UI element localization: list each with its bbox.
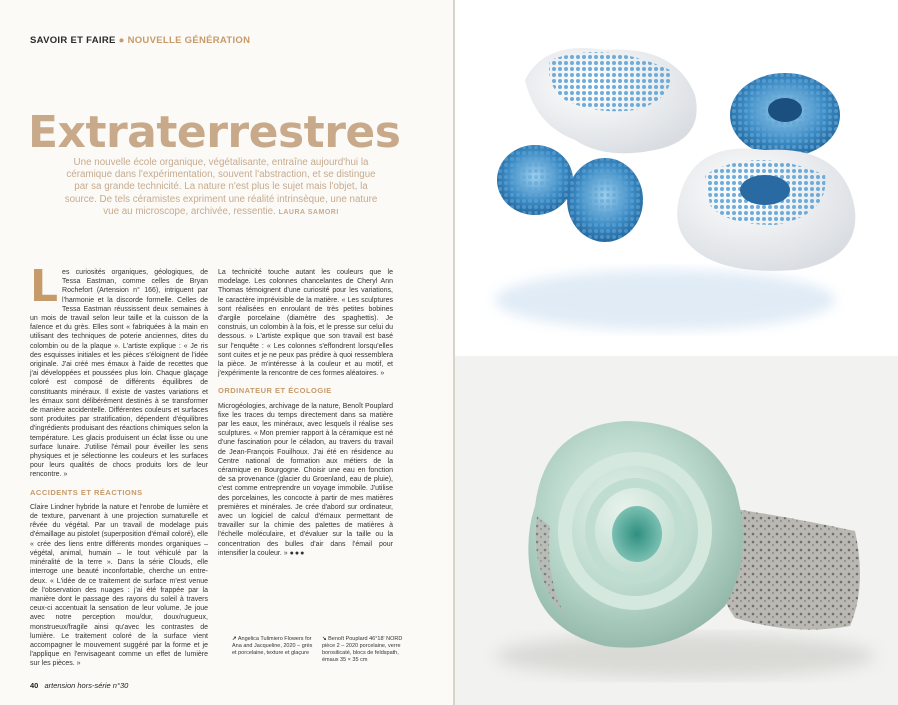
right-page [455, 0, 898, 705]
geode-sculpture-illustration [455, 356, 898, 705]
text-column-left [30, 261, 208, 673]
reflection-shadow [495, 270, 835, 330]
paragraph: Claire Lindner hybride la nature et l'enrobe de lumière et de texture, parvenant à une projection surnaturelle et rêvée du végétal. Par un travail de modelage puis d'émaillage au pistolet (superposition d'émail coloré), elle « crée des liens entre différents mondes organiques – végétal, animal, humain – le tout véhiculé par la minéralité de la terre ». Dans la série Clouds, elle interroge une beauté inconfortable, cherche un entre-deux. « L'idée de ce traitement de surface m'est venue de l'observation des nuages : j'ai été frappée par la manière dont le passage des rayons du soleil à travers ceux-ci accentuait la sensation de leur volume. Je joue avec notre perception mou/dur, doux/rugueux, monstrueux/fragile ainsi qu'avec les contrastes de lumière. Le traitement coloré de la surface vient accompagner le mouvement suggéré par la forme et je l'applique en l'envisageant comme un effet de lumière sur les pièces. » [30, 503, 208, 668]
blue-coral-ceramics-photo [455, 0, 898, 348]
sculpture-blue-small-center [567, 158, 643, 242]
rubric-label: SAVOIR ET FAIRE [30, 35, 116, 46]
arrow-up-right-icon: ↗ [232, 636, 237, 642]
paragraph [30, 261, 208, 480]
rubric-section: NOUVELLE GÉNÉRATION [127, 35, 251, 46]
text-column-right [218, 268, 393, 562]
page-number: 40 [30, 681, 39, 690]
section-rubric [30, 35, 250, 46]
page-folio [30, 681, 128, 690]
sculpture-white-blue-large [677, 148, 855, 270]
caption-text: Benoît Pouplard 46°18' NORD pièce 2 – 2020 porcelaine, verre borosilicaté, blocs de feldspath, émaux 35 × 35 cm [322, 636, 403, 663]
sculpture-shadow [495, 634, 875, 678]
article-title: Extraterrestres [28, 107, 401, 158]
photo-divider [455, 348, 898, 356]
subheading-ordinateur: ORDINATEUR ET ÉCOLOGIE [218, 386, 332, 396]
drop-cap: L [30, 261, 59, 312]
paragraph-text: Microgéologies, archivage de la nature, Benoît Pouplard fixe les traces du temps directement dans sa matière par les eaux, les minéraux, avec lesquels il réalise ses sculptures. « Mon premier rapport à la céramique est né d'une fascination pour le céladon, au travers du travail de Jean-François Fouilhoux. J'ai été en résidence au Centre national de formation aux métiers de la céramique en Bourgogne. Choisir une eau en fonction de sa provenance (glacier du Groenland, eau de pluie), c'est comme entreprendre un voyage immobile. J'utilise des porcelaines, les concocte à partir de mes matières premières et minérales. Je crée d'abord sur ordinateur, avec un logiciel de calcul d'émaux permettant de travailler sur la chimie des palettes de matières à l'échelle moléculaire, et d'évaluer sur la taille ou la concentration des bulles d'air dans l'émail pour intensifier la couleur. » [218, 402, 393, 557]
rubric-bullet: ● [118, 35, 125, 46]
author-name: LAURA SAMORI [278, 208, 339, 216]
coral-sculptures-illustration [455, 0, 898, 348]
caption-text: Angelica Tulimiero Flowers for Ana and Jacqueline, 2020 – grès et porcelaine, texture et glaçure [232, 636, 313, 656]
sculpture-blue-small-left [497, 145, 573, 215]
arrow-down-right-icon: ↘ [322, 636, 327, 642]
paragraph: La technicité touche autant les couleurs que le modelage. Les colonnes chancelantes de Cheryl Ann Thomas témoignent d'une curiosité pour les variations, le caractère imprévisible de la matière. « Les sculptures sont réalisées en enroulant de très petites bobines d'argile porcelaine (diamètre des spaghettis). Je construis, un colombin à la fois, et le presse sur celui du dessous. » L'artiste explique que son travail est basé sur l'enquête : « Les colonnes s'effondrent lorsqu'elles sont cuites et je ne peux pas prédire à quoi ressemblera la pièce. Je m'intéresse à la couleur et au motif, et j'expérimente la rencontre de ces formes aléatoires. » [218, 269, 393, 378]
publication-name: artension hors-série n°30 [44, 681, 129, 690]
celadon-spiral-form [528, 421, 743, 648]
continued-marker: ●●● [289, 549, 306, 557]
paragraph [218, 402, 393, 558]
photo-caption-1 [232, 636, 317, 657]
celadon-geode-ceramic-photo [455, 356, 898, 705]
sculpture-blue-ring [730, 73, 840, 157]
subheading-accidents: ACCIDENTS ET RÉACTIONS [30, 487, 143, 497]
article-lead [60, 157, 382, 219]
photo-caption-2 [322, 636, 407, 664]
lead-text: Une nouvelle école organique, végétalisante, entraîne aujourd'hui la céramique dans l'expérimentation, souvent l'abstraction, et se distingue par sa grande technicité. La nature n'est plus le sujet mais l'objet, la source. De tels céramistes expriment une réalité intrinsèque, une nature vue au microscope, archivée, ressentie. [64, 157, 378, 217]
paragraph-text: es curiosités organiques, géologiques, de Tessa Eastman, comme celles de Bryan Rochefort (Artension n° 166), intriguent par l'harmonie et la discorde formelle. Celles de Tessa Eastman réussissent deux semaines à un mois de travail selon leur taille et la cuisson de la faïence et du grès. Elles sont « fabriquées à la main en utilisant des techniques de poterie anciennes, dites du colombin ou de la plaque ». L'artiste explique : « Je ris des esquisses initiales et les pièces s'éloignent de l'idée originale. J'ai créé mes émaux à l'aide de recettes que j'ai développées et poussées plus loin. Chaque glaçage coloré est composé de différents équilibres de constituants minéraux. Il existe de vastes variations et les émaux sont délibérément destinés à se transformer de manière accidentelle. Différentes couleurs et surfaces sont produites par stratification, dépendent d'équilibres d'ingrédients produisant des réactions chimiques selon la température. Les glacis produisent un éclat lisse ou une surface lunaire. J'utilise l'émail pour éveiller les sens physiques et je sélectionne les couleurs et les surfaces pour leurs qualités de chocs produits lors de leur rencontre. » [30, 269, 208, 479]
